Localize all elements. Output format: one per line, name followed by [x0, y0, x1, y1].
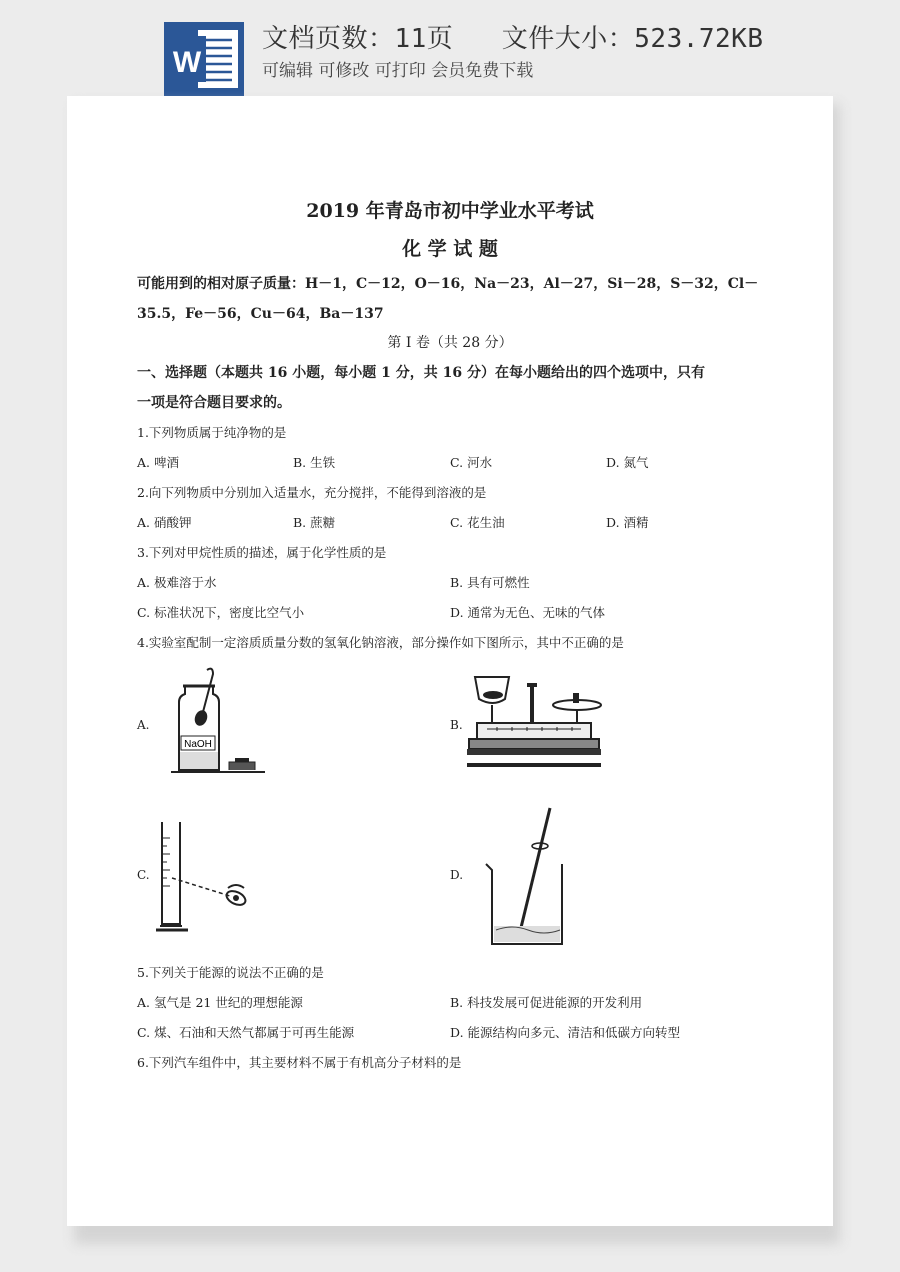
question-4-stem: 4.实验室配制一定溶质质量分数的氢氧化钠溶液，部分操作如下图所示，其中不正确的是 [137, 635, 624, 650]
header-bar [0, 0, 900, 100]
question-2-option-b: B. 蔗糖 [293, 515, 336, 530]
svg-text:W: W [172, 46, 202, 79]
figure-b-label: B. [450, 718, 463, 732]
question-1-option-c: C. 河水 [450, 455, 493, 470]
question-1-option-d: D. 氮气 [606, 455, 649, 470]
exam-subtitle: 化 学 试 题 [402, 238, 498, 260]
question-3-option-c: C. 标准状况下，密度比空气小 [137, 605, 305, 620]
naoh-label: NaOH [184, 739, 212, 750]
question-5-option-c: C. 煤、石油和天然气都属于可再生能源 [137, 1025, 355, 1040]
figure-a-label: A. [137, 718, 150, 732]
atomic-mass-line-1: 可能用到的相对原子质量：H－1，C－12，O－16，Na－23，Al－27，Si－28，S－32，Cl－ [137, 276, 759, 292]
question-3-option-a: A. 极难溶于水 [137, 575, 217, 590]
balance-scale-figure [467, 671, 602, 776]
graduated-cylinder-figure [152, 818, 262, 938]
word-doc-icon [164, 22, 244, 96]
figure-c-label: C. [137, 868, 150, 882]
atomic-mass-line-2: 35.5，Fe－56，Cu－64，Ba－137 [137, 306, 384, 322]
question-1-stem: 1.下列物质属于纯净物的是 [137, 425, 287, 440]
question-2-option-d: D. 酒精 [606, 515, 649, 530]
question-2-stem: 2.向下列物质中分别加入适量水，充分搅拌，不能得到溶液的是 [137, 485, 487, 500]
question-2-option-c: C. 花生油 [450, 515, 505, 530]
figure-d-label: D. [450, 868, 464, 882]
section-heading-line-1: 一、选择题（本题共 16 小题，每小题 1 分，共 16 分）在每小题给出的四个选项中，只有 [137, 365, 705, 381]
question-1-option-b: B. 生铁 [293, 455, 336, 470]
beaker-stirring-figure [482, 806, 572, 951]
question-3-stem: 3.下列对甲烷性质的描述，属于化学性质的是 [137, 545, 387, 560]
question-5-option-b: B. 科技发展可促进能源的开发利用 [450, 995, 643, 1010]
question-2-option-a: A. 硝酸钾 [137, 515, 192, 530]
question-6-stem: 6.下列汽车组件中，其主要材料不属于有机高分子材料的是 [137, 1055, 462, 1070]
question-5-stem: 5.下列关于能源的说法不正确的是 [137, 965, 324, 980]
volume-heading: 第 I 卷（共 28 分） [387, 335, 513, 351]
file-info: 文档页数：11页 文件大小：523.72KB [262, 24, 764, 54]
naoh-bottle-figure [167, 666, 267, 776]
question-3-option-d: D. 通常为无色、无味的气体 [450, 605, 606, 620]
question-3-option-b: B. 具有可燃性 [450, 575, 530, 590]
question-5-option-a: A. 氢气是 21 世纪的理想能源 [137, 995, 303, 1010]
exam-title: 2019 年青岛市初中学业水平考试 [306, 200, 594, 222]
file-features: 可编辑 可修改 可打印 会员免费下载 [262, 61, 534, 81]
question-1-option-a: A. 啤酒 [137, 455, 179, 470]
section-heading-line-2: 一项是符合题目要求的。 [137, 395, 291, 411]
document-page [67, 96, 833, 1226]
question-5-option-d: D. 能源结构向多元、清洁和低碳方向转型 [450, 1025, 681, 1040]
